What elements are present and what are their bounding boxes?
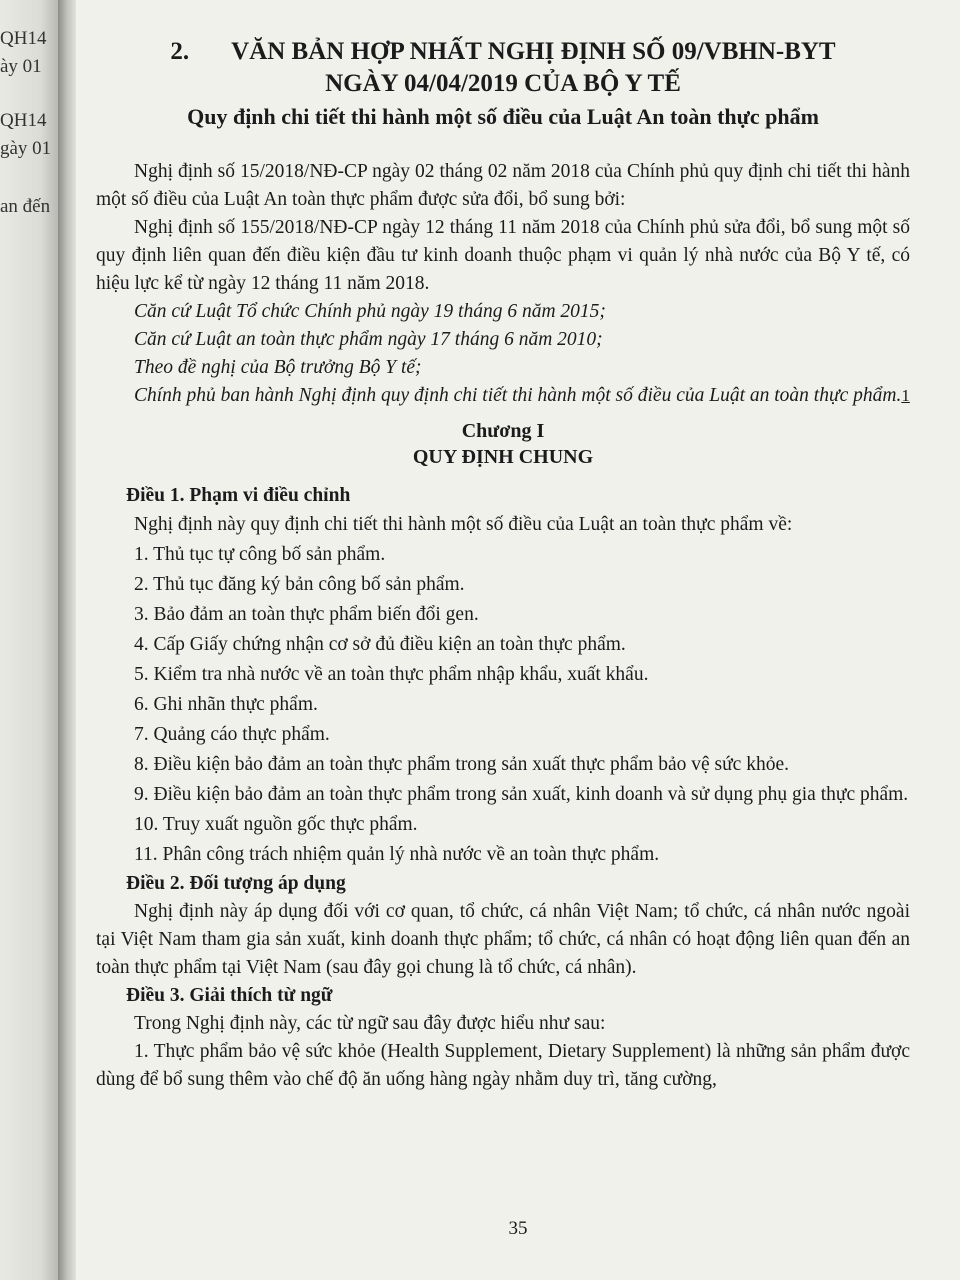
article-1-heading: Điều 1. Phạm vi điều chỉnh	[126, 485, 351, 506]
list-item: 7. Quảng cáo thực phẩm.	[134, 724, 330, 745]
page-number: 35	[508, 1218, 528, 1239]
list-item: 5. Kiểm tra nhà nước về an toàn thực phẩm nhập khẩu, xuất khẩu.	[134, 664, 649, 685]
list-item: 2. Thủ tục đăng ký bản công bố sản phẩm.	[134, 574, 465, 595]
list-item: 6. Ghi nhãn thực phẩm.	[134, 694, 318, 715]
article-3-intro: Trong Nghị định này, các từ ngữ sau đây được hiểu như sau:	[134, 1013, 606, 1034]
legal-basis: Theo đề nghị của Bộ trưởng Bộ Y tế;	[134, 357, 422, 378]
article-1-list	[96, 510, 910, 870]
page-content	[96, 36, 910, 1094]
left-page-fragment: ày 01	[0, 56, 42, 77]
promulgation-text: Chính phủ ban hành Nghị định quy định chi tiết thi hành một số điều của Luật an toàn thực phẩm.	[134, 385, 902, 406]
article-3-heading: Điều 3. Giải thích từ ngữ	[126, 985, 333, 1006]
list-item: 8. Điều kiện bảo đảm an toàn thực phẩm trong sản xuất thực phẩm bảo vệ sức khỏe.	[134, 754, 789, 775]
chapter-label: Chương I	[461, 420, 545, 442]
legal-basis: Căn cứ Luật Tổ chức Chính phủ ngày 19 tháng 6 năm 2015;	[134, 301, 606, 322]
left-page-fragment: an đến	[0, 196, 51, 217]
list-item: 11. Phân công trách nhiệm quản lý nhà nước về an toàn thực phẩm.	[134, 844, 660, 865]
article-2-text: Nghị định này áp dụng đối với cơ quan, tổ chức, cá nhân Việt Nam; tổ chức, cá nhân nước ngoài tại Việt Nam tham gia sản xuất, kinh doanh thực phẩm; tổ chức, cá nhân có hoạt động liên quan đến an toàn thực phẩm tại Việt Nam (sau đây gọi chung là tổ chức, cá nhân).	[96, 901, 910, 978]
preamble-paragraph: Nghị định số 155/2018/NĐ-CP ngày 12 tháng 11 năm 2018 của Chính phủ sửa đổi, bổ sung một số quy định liên quan đến điều kiện đầu tư kinh doanh thuộc phạm vi quản lý nhà nước của Bộ Y tế, có hiệu lực kể từ ngày 12 tháng 11 năm 2018.	[96, 217, 910, 294]
title-line-1: VĂN BẢN HỢP NHẤT NGHỊ ĐỊNH SỐ 09/VBHN-BYT	[231, 38, 836, 65]
promulgation-paragraph	[96, 382, 910, 410]
title-line-2: NGÀY 04/04/2019 CỦA BỘ Y TẾ	[325, 70, 681, 97]
left-page-fragment: gày 01	[0, 138, 52, 159]
adjacent-left-page	[0, 0, 58, 1280]
legal-basis: Căn cứ Luật an toàn thực phẩm ngày 17 tháng 6 năm 2010;	[134, 329, 603, 350]
article-1-intro: Nghị định này quy định chi tiết thi hành một số điều của Luật an toàn thực phẩm về:	[134, 514, 793, 535]
footnote-mark: 1	[901, 386, 910, 405]
chapter-name: QUY ĐỊNH CHUNG	[412, 446, 594, 468]
book-page	[76, 0, 960, 1280]
left-page-fragment: QH14	[0, 110, 47, 131]
book-spine-shadow	[58, 0, 76, 1280]
document-subtitle: Quy định chi tiết thi hành một số điều của Luật An toàn thực phẩm	[187, 104, 819, 129]
list-item: 4. Cấp Giấy chứng nhận cơ sở đủ điều kiện an toàn thực phẩm.	[134, 634, 626, 655]
article-3-item-1: 1. Thực phẩm bảo vệ sức khỏe (Health Supplement, Dietary Supplement) là những sản phẩm được dùng để bổ sung thêm vào chế độ ăn uống hàng ngày nhằm duy trì, tăng cường,	[96, 1041, 910, 1090]
list-item: 10. Truy xuất nguồn gốc thực phẩm.	[134, 814, 418, 835]
title-number: 2.	[170, 38, 190, 65]
list-item: 3. Bảo đảm an toàn thực phẩm biến đổi gen.	[134, 604, 479, 625]
list-item: 1. Thủ tục tự công bố sản phẩm.	[134, 544, 386, 565]
preamble-paragraph: Nghị định số 15/2018/NĐ-CP ngày 02 tháng 02 năm 2018 của Chính phủ quy định chi tiết thi hành một số điều của Luật An toàn thực phẩm được sửa đổi, bổ sung bởi:	[96, 161, 910, 210]
list-item: 9. Điều kiện bảo đảm an toàn thực phẩm trong sản xuất, kinh doanh và sử dụng phụ gia thực phẩm.	[134, 784, 909, 805]
left-page-fragment: QH14	[0, 28, 47, 49]
document-title	[96, 36, 910, 100]
article-2-heading: Điều 2. Đối tượng áp dụng	[126, 873, 346, 894]
